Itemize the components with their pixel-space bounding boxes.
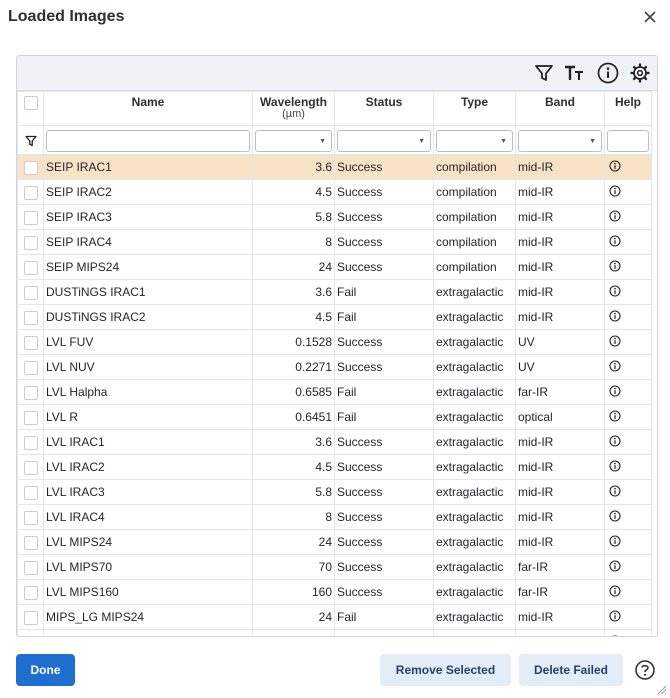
cell-band: mid-IR xyxy=(516,605,605,630)
row-checkbox[interactable] xyxy=(24,461,38,475)
row-select-cell xyxy=(18,280,44,305)
column-header-help[interactable]: Help xyxy=(605,92,652,126)
column-header-type[interactable]: Type xyxy=(434,92,516,126)
dialog-title: Loaded Images xyxy=(8,8,125,25)
cell-status: Success xyxy=(335,530,434,555)
cell-name: LVL IRAC1 xyxy=(44,430,253,455)
cell-name: LVL IRAC3 xyxy=(44,480,253,505)
cell-name: LVL MIPS24 xyxy=(44,530,253,555)
delete-failed-button[interactable]: Delete Failed xyxy=(519,654,623,686)
info-icon[interactable] xyxy=(609,157,621,179)
row-select-cell xyxy=(18,480,44,505)
filter-row xyxy=(18,126,652,155)
cell-help xyxy=(605,155,652,180)
cell-status: Fail xyxy=(335,380,434,405)
row-select-cell xyxy=(18,355,44,380)
cell-name: MIPS_LG MIPS24 xyxy=(44,605,253,630)
cell-name xyxy=(44,630,253,638)
column-header-name[interactable]: Name xyxy=(44,92,253,126)
cell-band: mid-IR xyxy=(516,455,605,480)
cell-band: mid-IR xyxy=(516,255,605,280)
cell-wavelength: 3.6 xyxy=(253,280,335,305)
row-checkbox[interactable] xyxy=(24,411,38,425)
column-header-status[interactable]: Status xyxy=(335,92,434,126)
cell-name: DUSTiNGS IRAC1 xyxy=(44,280,253,305)
cell-name: SEIP IRAC4 xyxy=(44,230,253,255)
cell-type: compilation xyxy=(434,255,516,280)
row-checkbox[interactable] xyxy=(24,386,38,400)
table-row[interactable] xyxy=(18,330,652,355)
cell-wavelength: 5.8 xyxy=(253,205,335,230)
row-checkbox[interactable] xyxy=(24,361,38,375)
cell-wavelength: 8 xyxy=(253,230,335,255)
type-filter-select[interactable] xyxy=(436,130,513,152)
table-row[interactable] xyxy=(18,380,652,405)
cell-wavelength: 24 xyxy=(253,605,335,630)
row-select-cell xyxy=(18,305,44,330)
help-filter-input[interactable] xyxy=(607,130,649,152)
cell-type: compilation xyxy=(434,205,516,230)
cell-name: LVL R xyxy=(44,405,253,430)
cell-type: extragalactic xyxy=(434,430,516,455)
row-checkbox[interactable] xyxy=(24,511,38,525)
cell-wavelength: 70 xyxy=(253,555,335,580)
cell-name: LVL IRAC2 xyxy=(44,455,253,480)
row-select-cell xyxy=(18,455,44,480)
column-header-band[interactable]: Band xyxy=(516,92,605,126)
cell-wavelength: 8 xyxy=(253,505,335,530)
info-icon[interactable] xyxy=(609,557,621,579)
cell-name: LVL NUV xyxy=(44,355,253,380)
info-icon[interactable] xyxy=(609,307,621,329)
info-icon[interactable] xyxy=(609,357,621,379)
cell-status: Success xyxy=(335,330,434,355)
row-checkbox[interactable] xyxy=(24,486,38,500)
cell-type: extragalactic xyxy=(434,555,516,580)
cell-status: Success xyxy=(335,580,434,605)
table-row[interactable] xyxy=(18,280,652,305)
row-select-cell xyxy=(18,380,44,405)
row-select-cell xyxy=(18,180,44,205)
table-row[interactable] xyxy=(18,505,652,530)
cell-wavelength: 4.5 xyxy=(253,180,335,205)
select-all-checkbox[interactable] xyxy=(24,96,38,110)
images-table xyxy=(17,91,657,637)
cell-wavelength: 24 xyxy=(253,255,335,280)
cell-wavelength: 24 xyxy=(253,530,335,555)
cell-type: compilation xyxy=(434,180,516,205)
info-icon[interactable] xyxy=(609,232,621,254)
cell-type xyxy=(434,630,516,638)
row-checkbox[interactable] xyxy=(24,261,38,275)
info-icon[interactable] xyxy=(609,582,621,604)
name-filter-input[interactable] xyxy=(46,130,250,152)
cell-status: Success xyxy=(335,255,434,280)
row-checkbox[interactable] xyxy=(24,161,38,175)
cell-name: SEIP MIPS24 xyxy=(44,255,253,280)
cell-wavelength: 0.6451 xyxy=(253,405,335,430)
cell-name: DUSTiNGS IRAC2 xyxy=(44,305,253,330)
gear-icon[interactable] xyxy=(629,62,651,84)
table-row[interactable] xyxy=(18,530,652,555)
row-select-cell xyxy=(18,405,44,430)
cell-wavelength: 0.6585 xyxy=(253,380,335,405)
column-header-wavelength[interactable] xyxy=(253,92,335,126)
cell-help xyxy=(605,455,652,480)
cell-status: Fail xyxy=(335,305,434,330)
text-size-icon[interactable] xyxy=(563,62,585,84)
cell-help xyxy=(605,505,652,530)
cell-type: extragalactic xyxy=(434,530,516,555)
cell-type: extragalactic xyxy=(434,355,516,380)
cell-wavelength xyxy=(253,630,335,638)
row-select-cell xyxy=(18,330,44,355)
filter-row-marker xyxy=(18,126,44,155)
cell-band: mid-IR xyxy=(516,180,605,205)
info-icon[interactable] xyxy=(609,382,621,404)
cell-name: LVL FUV xyxy=(44,330,253,355)
row-select-cell xyxy=(18,430,44,455)
info-icon[interactable] xyxy=(609,282,621,304)
cell-band: mid-IR xyxy=(516,530,605,555)
row-checkbox[interactable] xyxy=(24,286,38,300)
cell-type: extragalactic xyxy=(434,330,516,355)
close-icon[interactable] xyxy=(640,7,660,27)
table-row[interactable] xyxy=(18,580,652,605)
table-row[interactable] xyxy=(18,205,652,230)
cell-name: SEIP IRAC3 xyxy=(44,205,253,230)
wavelength-filter-select[interactable] xyxy=(255,130,332,152)
cell-status: Fail xyxy=(335,405,434,430)
table-row[interactable] xyxy=(18,155,652,180)
filter-icon xyxy=(25,135,37,147)
cell-type: extragalactic xyxy=(434,380,516,405)
table-row[interactable] xyxy=(18,555,652,580)
cell-name: LVL MIPS160 xyxy=(44,580,253,605)
cell-help xyxy=(605,205,652,230)
row-checkbox[interactable] xyxy=(24,236,38,250)
cell-band: far-IR xyxy=(516,580,605,605)
cell-help xyxy=(605,555,652,580)
wavelength-header-label: Wavelength xyxy=(260,95,327,109)
help-icon[interactable] xyxy=(634,659,656,681)
cell-band: mid-IR xyxy=(516,505,605,530)
cell-help xyxy=(605,630,652,638)
cell-band: mid-IR xyxy=(516,280,605,305)
cell-help xyxy=(605,330,652,355)
cell-type: compilation xyxy=(434,230,516,255)
cell-help xyxy=(605,405,652,430)
row-select-cell xyxy=(18,205,44,230)
row-select-cell xyxy=(18,580,44,605)
images-table-panel xyxy=(16,55,658,637)
cell-help xyxy=(605,380,652,405)
cell-name: LVL MIPS70 xyxy=(44,555,253,580)
band-filter-select[interactable] xyxy=(518,130,602,152)
cell-status: Success xyxy=(335,180,434,205)
table-row[interactable] xyxy=(18,355,652,380)
cell-name: SEIP IRAC1 xyxy=(44,155,253,180)
cell-status: Success xyxy=(335,230,434,255)
cell-status: Fail xyxy=(335,280,434,305)
info-icon[interactable] xyxy=(609,257,621,279)
cell-status: Success xyxy=(335,205,434,230)
table-row[interactable] xyxy=(18,180,652,205)
cell-band: far-IR xyxy=(516,380,605,405)
cell-type: extragalactic xyxy=(434,280,516,305)
cell-status: Success xyxy=(335,555,434,580)
cell-band: mid-IR xyxy=(516,430,605,455)
info-icon[interactable] xyxy=(609,332,621,354)
wavelength-unit-label: (µm) xyxy=(282,108,305,120)
cell-band: far-IR xyxy=(516,555,605,580)
cell-wavelength: 160 xyxy=(253,580,335,605)
cell-band: optical xyxy=(516,405,605,430)
status-filter-select[interactable] xyxy=(337,130,431,152)
info-icon[interactable] xyxy=(609,457,621,479)
info-icon[interactable] xyxy=(609,482,621,504)
info-icon[interactable] xyxy=(609,507,621,529)
cell-wavelength: 3.6 xyxy=(253,155,335,180)
resize-handle-icon[interactable] xyxy=(657,685,667,695)
cell-wavelength: 0.1528 xyxy=(253,330,335,355)
cell-type: extragalactic xyxy=(434,505,516,530)
cell-wavelength: 4.5 xyxy=(253,305,335,330)
row-checkbox[interactable] xyxy=(24,636,38,637)
cell-name: LVL Halpha xyxy=(44,380,253,405)
filter-icon[interactable] xyxy=(533,62,555,84)
chevron-down-icon: ▼ xyxy=(500,138,507,145)
cell-status: Success xyxy=(335,505,434,530)
cell-status: Fail xyxy=(335,605,434,630)
table-row[interactable] xyxy=(18,455,652,480)
cell-band: mid-IR xyxy=(516,230,605,255)
cell-type: extragalactic xyxy=(434,305,516,330)
cell-help xyxy=(605,605,652,630)
row-checkbox[interactable] xyxy=(24,436,38,450)
cell-band xyxy=(516,630,605,638)
info-icon[interactable] xyxy=(609,632,621,637)
table-row[interactable] xyxy=(18,630,652,638)
info-icon[interactable] xyxy=(609,432,621,454)
cell-help xyxy=(605,530,652,555)
cell-status: Success xyxy=(335,455,434,480)
cell-type: extragalactic xyxy=(434,455,516,480)
cell-band: mid-IR xyxy=(516,205,605,230)
row-checkbox[interactable] xyxy=(24,311,38,325)
row-select-cell xyxy=(18,555,44,580)
row-checkbox[interactable] xyxy=(24,611,38,625)
row-checkbox[interactable] xyxy=(24,336,38,350)
cell-band: mid-IR xyxy=(516,155,605,180)
row-checkbox[interactable] xyxy=(24,561,38,575)
cell-help xyxy=(605,255,652,280)
chevron-down-icon: ▼ xyxy=(418,138,425,145)
cell-name: SEIP IRAC2 xyxy=(44,180,253,205)
cell-wavelength: 0.2271 xyxy=(253,355,335,380)
done-button[interactable]: Done xyxy=(16,654,75,686)
cell-help xyxy=(605,580,652,605)
cell-help xyxy=(605,180,652,205)
cell-band: mid-IR xyxy=(516,480,605,505)
cell-type: extragalactic xyxy=(434,405,516,430)
info-icon[interactable] xyxy=(609,607,621,629)
table-row[interactable] xyxy=(18,430,652,455)
select-all-header xyxy=(18,92,44,126)
cell-name: LVL IRAC4 xyxy=(44,505,253,530)
cell-status xyxy=(335,630,434,638)
cell-type: extragalactic xyxy=(434,580,516,605)
info-icon[interactable] xyxy=(609,182,621,204)
row-select-cell xyxy=(18,230,44,255)
row-select-cell xyxy=(18,505,44,530)
chevron-down-icon: ▼ xyxy=(319,138,326,145)
cell-band: UV xyxy=(516,330,605,355)
cell-wavelength: 5.8 xyxy=(253,480,335,505)
row-select-cell xyxy=(18,630,44,638)
cell-wavelength: 4.5 xyxy=(253,455,335,480)
cell-band: mid-IR xyxy=(516,305,605,330)
cell-wavelength: 3.6 xyxy=(253,430,335,455)
cell-help xyxy=(605,280,652,305)
cell-type: extragalactic xyxy=(434,480,516,505)
cell-help xyxy=(605,480,652,505)
cell-help xyxy=(605,430,652,455)
table-row[interactable] xyxy=(18,255,652,280)
row-select-cell xyxy=(18,155,44,180)
remove-selected-button[interactable]: Remove Selected xyxy=(380,654,511,686)
row-checkbox[interactable] xyxy=(24,211,38,225)
table-row[interactable] xyxy=(18,230,652,255)
cell-status: Success xyxy=(335,355,434,380)
cell-type: compilation xyxy=(434,155,516,180)
cell-help xyxy=(605,230,652,255)
cell-status: Success xyxy=(335,155,434,180)
cell-band: UV xyxy=(516,355,605,380)
table-row[interactable] xyxy=(18,480,652,505)
cell-status: Success xyxy=(335,430,434,455)
chevron-down-icon: ▼ xyxy=(589,138,596,145)
row-select-cell xyxy=(18,255,44,280)
table-toolbar xyxy=(17,56,657,91)
info-icon[interactable] xyxy=(609,407,621,429)
table-row[interactable] xyxy=(18,305,652,330)
info-icon[interactable] xyxy=(609,207,621,229)
row-checkbox[interactable] xyxy=(24,186,38,200)
cell-type: extragalactic xyxy=(434,605,516,630)
cell-help xyxy=(605,355,652,380)
row-checkbox[interactable] xyxy=(24,536,38,550)
row-select-cell xyxy=(18,605,44,630)
cell-status: Success xyxy=(335,480,434,505)
table-row[interactable] xyxy=(18,405,652,430)
info-icon[interactable] xyxy=(597,62,619,84)
cell-help xyxy=(605,305,652,330)
table-row[interactable] xyxy=(18,605,652,630)
row-select-cell xyxy=(18,530,44,555)
row-checkbox[interactable] xyxy=(24,586,38,600)
info-icon[interactable] xyxy=(609,532,621,554)
